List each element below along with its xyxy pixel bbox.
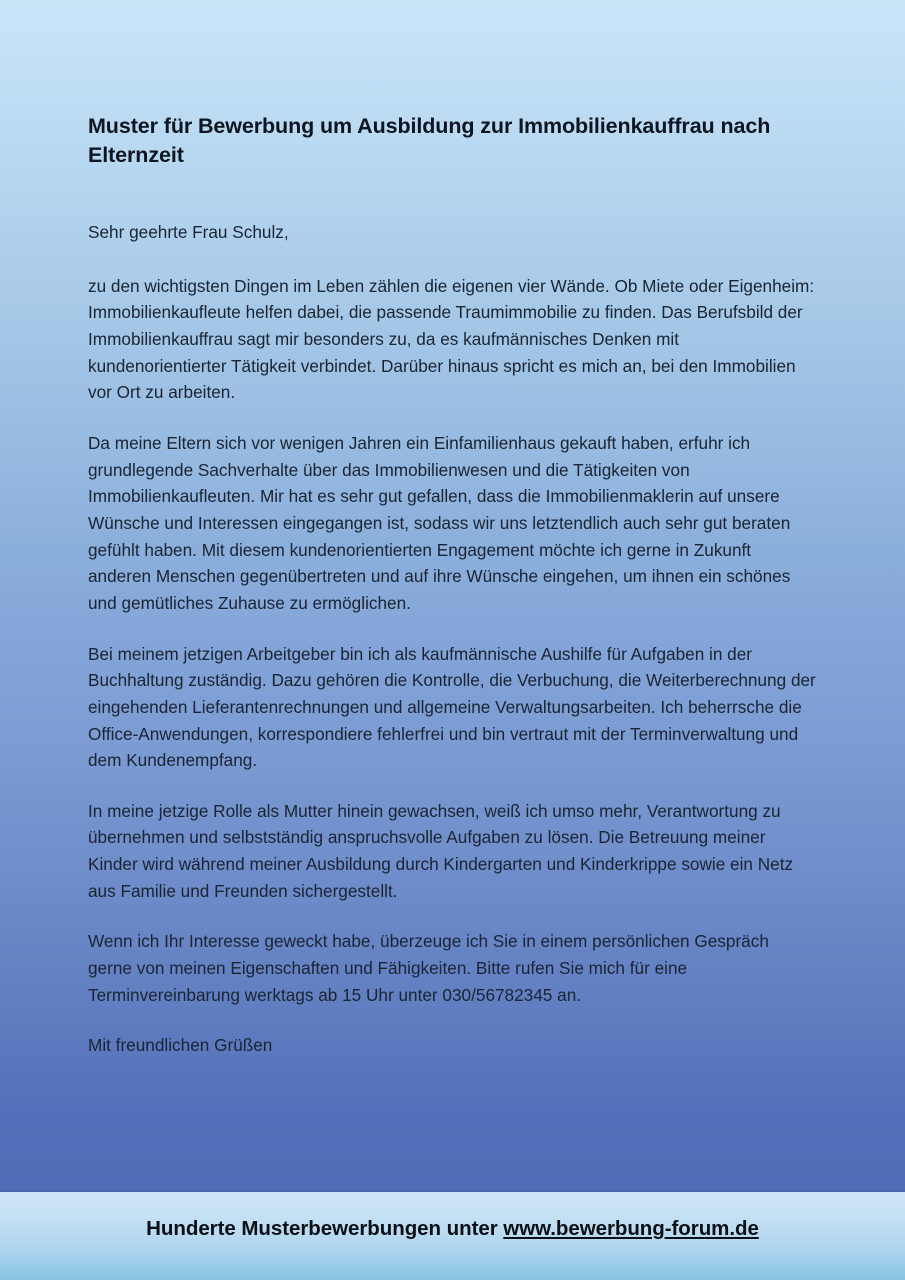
closing-line: Mit freundlichen Grüßen (88, 1035, 273, 1056)
paragraph-4: In meine jetzige Rolle als Mutter hinein gewachsen, weiß ich umso mehr, Verantwortung zu übernehmen und selbstständig anspruchsvolle Aufgaben zu lösen. Die Betreuung meiner Kinder wird während meiner Ausbildung durch Kindergarten und Kinderkrippe sowie ein Netz aus Familie und Freunden sichergestellt. (88, 800, 794, 901)
paragraph-1: zu den wichtigsten Dingen im Leben zählen die eigenen vier Wände. Ob Miete oder Eigenheim: Immobilienkaufleute helfen dabei, die passende Traumimmobilie zu finden. Das Berufsbild der Immobilienkauffrau sagt mir besonders zu, da es kaufmännisches Denken mit kundenorientierter Tätigkeit verbindet. Darüber hinaus spricht es mich an, bei den Immobilien vor Ort zu arbeiten. (88, 275, 815, 403)
footer-website-link[interactable]: www.bewerbung-forum.de (503, 1217, 759, 1240)
footer-banner (0, 1190, 905, 1280)
salutation: Sehr geehrte Frau Schulz, (88, 222, 289, 242)
paragraph-5: Wenn ich Ihr Interesse geweckt habe, überzeuge ich Sie in einem persönlichen Gespräch gerne von meinen Eigenschaften und Fähigkeiten. Bitte rufen Sie mich für eine Terminvereinbarung werktags ab 15 Uhr unter 030/56782345 an. (88, 931, 769, 1005)
footer-prefix: Hunderte Musterbewerbungen unter (146, 1217, 504, 1240)
page-title: Muster für Bewerbung um Ausbildung zur Immobilienkauffrau nach Elternzeit (88, 114, 771, 168)
paragraph-2: Da meine Eltern sich vor wenigen Jahren ein Einfamilienhaus gekauft haben, erfuhr ich grundlegende Sachverhalte über das Immobilienwesen und die Tätigkeiten von Immobilienkaufleuten. Mir hat es sehr gut gefallen, dass die Immobilienmaklerin auf unsere Wünsche und Interessen eingegangen ist, sodass wir uns letztendlich auch sehr gut beraten gefühlt haben. Mit diesem kundenorientierten Engagement möchte ich gerne in Zukunft anderen Menschen gegenübertreten und auf ihre Wünsche eingehen, um ihnen ein schönes und gemütliches Zuhause zu ermöglichen. (88, 432, 791, 613)
paragraph-3: Bei meinem jetzigen Arbeitgeber bin ich als kaufmännische Aushilfe für Aufgaben in der Buchhaltung zuständig. Dazu gehören die Kontrolle, die Verbuchung, die Weiterberechnung der eingehenden Lieferantenrechnungen und allgemeine Verwaltungsarbeiten. Ich beherrsche die Office-Anwendungen, korrespondiere fehlerfrei und bin vertraut mit der Terminverwaltung und dem Kundenempfang. (88, 643, 816, 771)
letter-text (88, 219, 816, 1059)
footer-text (146, 1217, 759, 1255)
